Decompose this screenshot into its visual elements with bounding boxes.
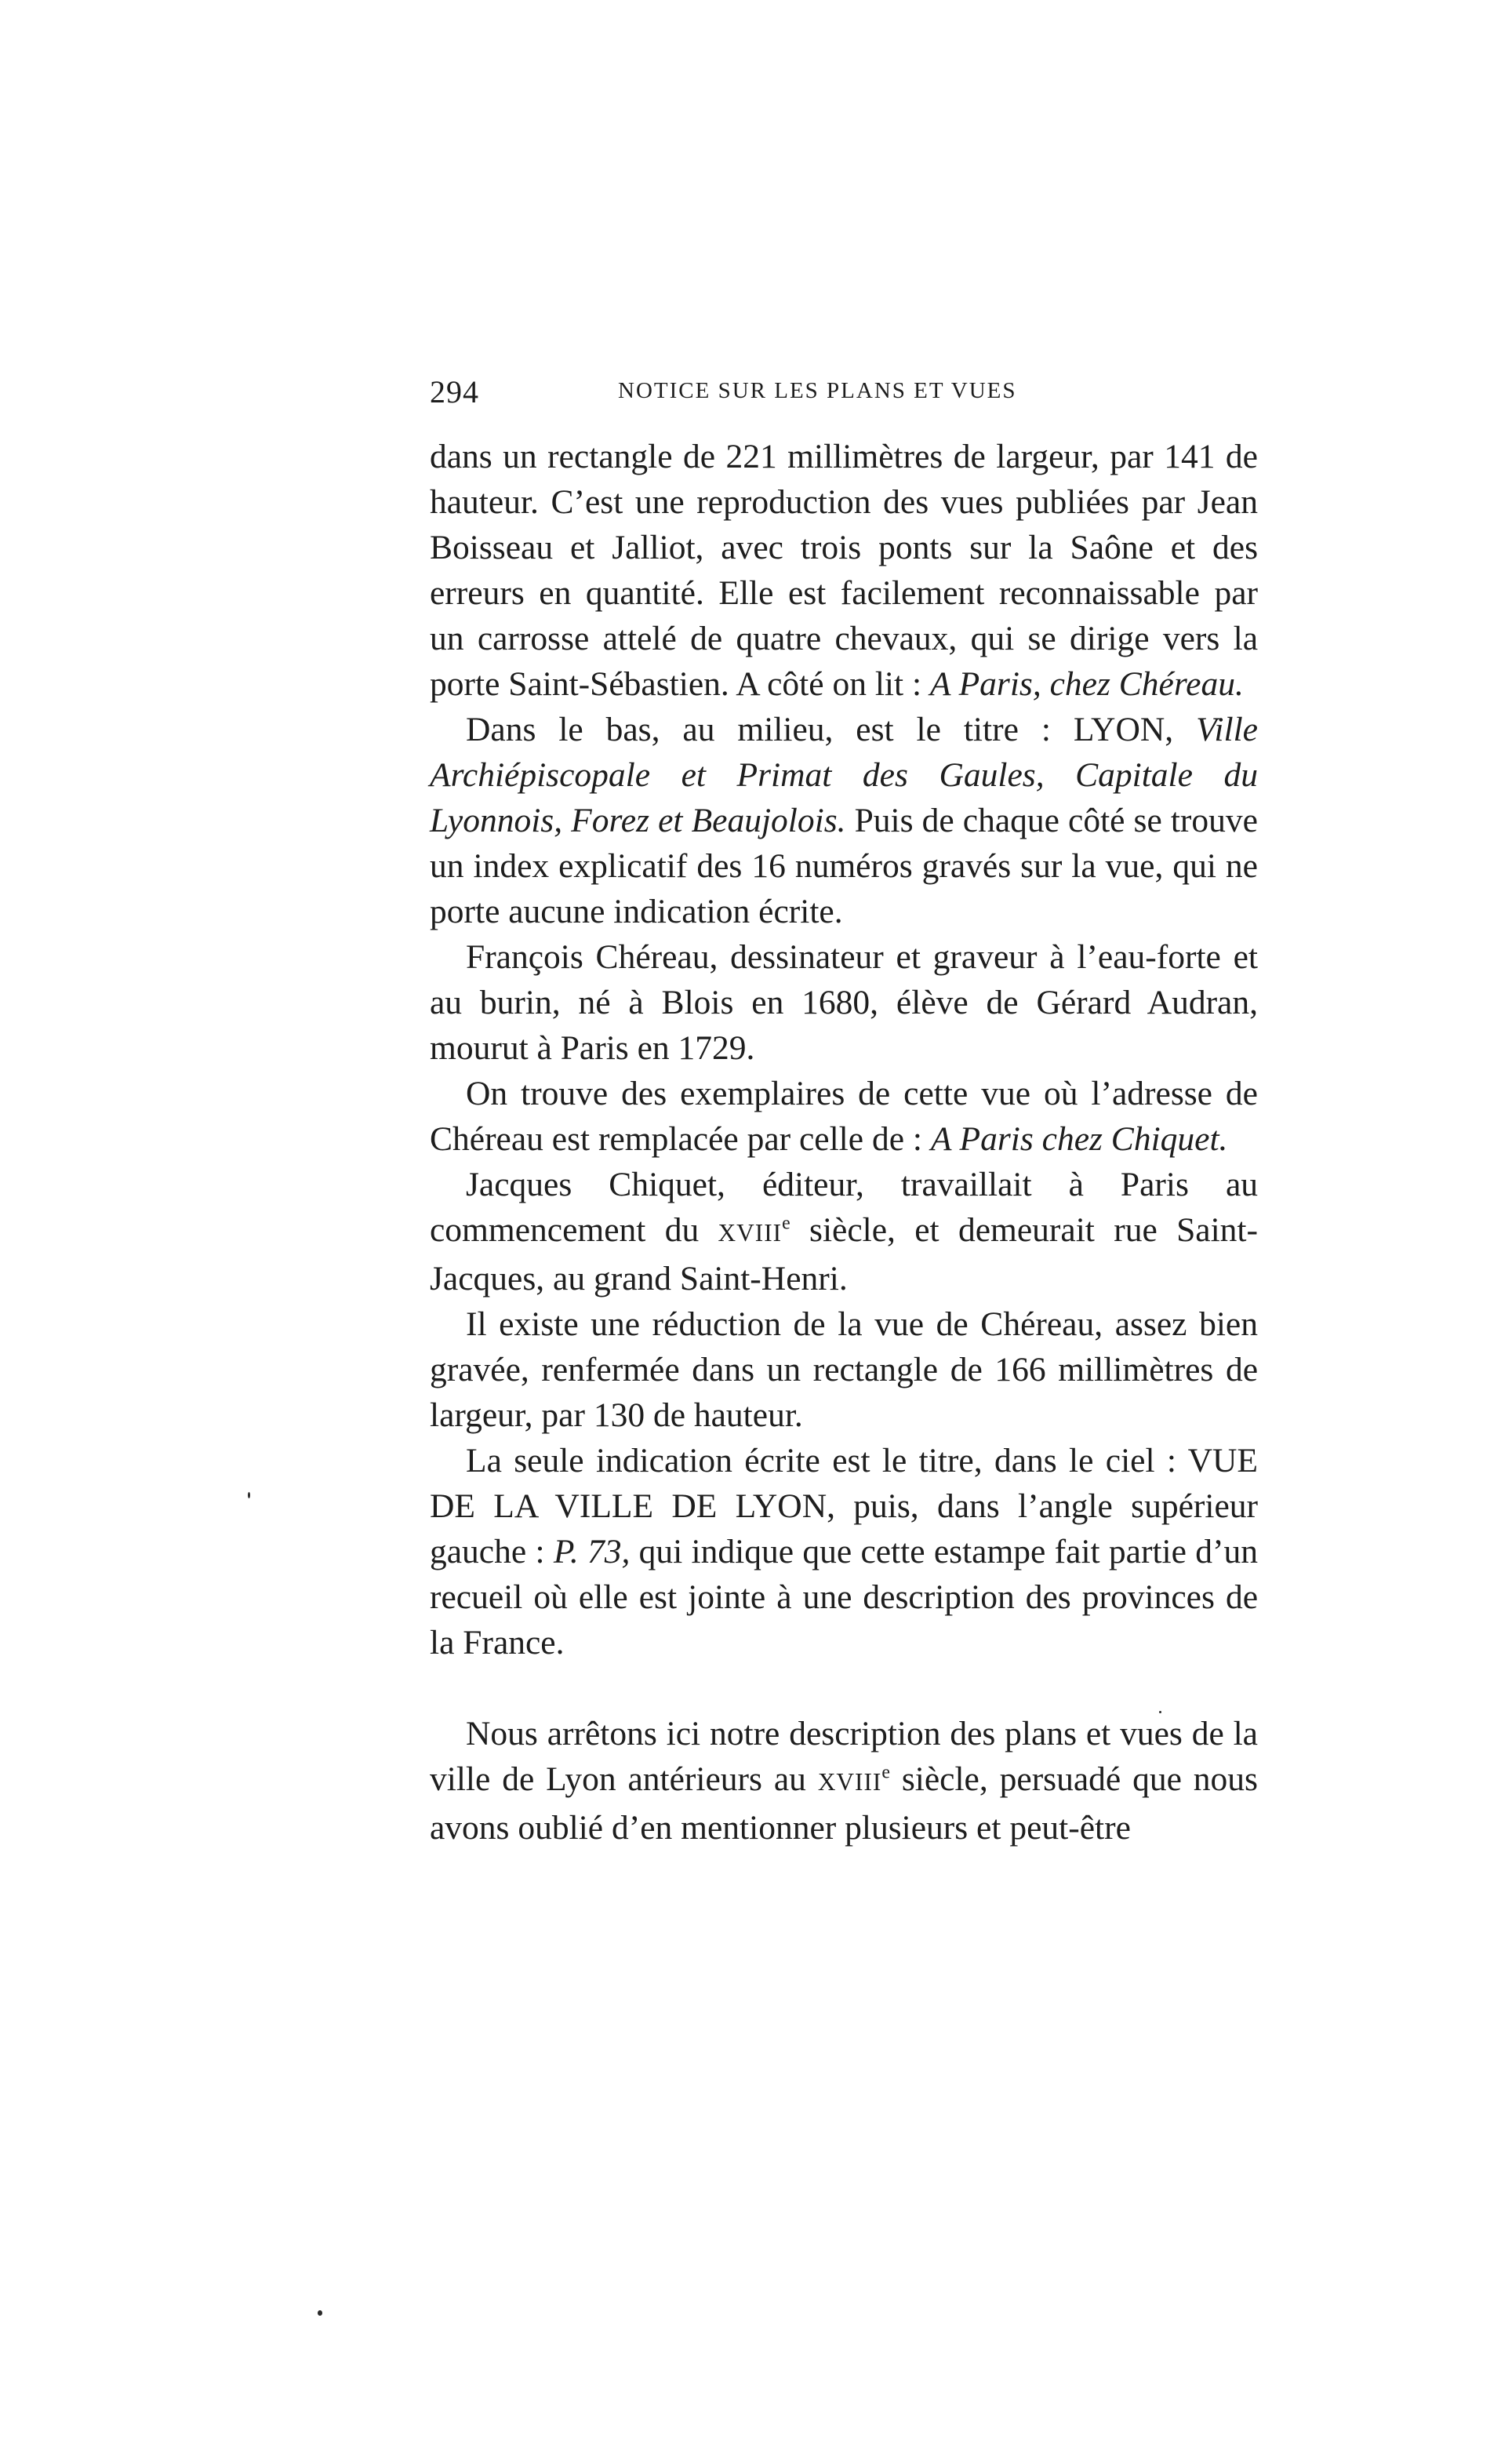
ink-speck — [248, 1492, 250, 1498]
paragraph-7-text-end: qui indique que cette estampe fait partie d’un recueil où elle est jointe à une description des provinces de la France. — [430, 1533, 1258, 1661]
page-number: 294 — [430, 374, 479, 409]
ink-speck — [1159, 1711, 1161, 1713]
running-head — [430, 373, 1258, 413]
paragraph-8-text-end: siècle, persuadé que nous avons oublié d’en mentionner plusieurs et peut-être — [430, 1760, 1258, 1847]
paragraph-5 — [430, 1162, 1258, 1301]
body-text — [430, 434, 1258, 1851]
paragraph-3: François Chéreau, dessinateur et graveur à l’eau-forte et au burin, né à Blois en 1680, élève de Gérard Audran, mourut à Paris en 1729. — [430, 938, 1258, 1067]
paragraph-1-text: dans un rectangle de 221 millimètres de largeur, par 141 de hauteur. C’est une reproduction des vues publiées par Jean Boisseau et Jalliot, avec trois ponts sur la Saône et des erreurs en quantité. Elle est facilement reconnaissable par un carrosse attelé de quatre chevaux, qui se dirige vers la porte Saint-Sébastien. A côté on lit : — [430, 438, 1258, 703]
paragraph-4-text: On trouve des exemplaires de cette vue où l’adresse de Chéreau est remplacée par celle de : — [430, 1075, 1258, 1158]
paragraph-5-century-sup: e — [782, 1213, 790, 1234]
paragraph-7-text-start: La seule indication écrite est le titre, dans le ciel : VUE DE LA VILLE DE LYON, puis, dans l’angle supérieur gauche : — [430, 1442, 1258, 1570]
paragraph-7-italic: P. 73, — [553, 1533, 631, 1570]
paragraph-4 — [430, 1071, 1258, 1162]
ink-speck — [318, 2310, 322, 2316]
paragraph-7 — [430, 1438, 1258, 1665]
paragraph-5-text-start: Jacques Chiquet, éditeur, travaillait à Paris au commencement du — [430, 1166, 1258, 1249]
paragraph-8-text-start: Nous arrêtons ici notre description des plans et vues de la ville de Lyon antérieurs au — [430, 1715, 1258, 1798]
paragraph-2-italic-title: Ville Archiépiscopale et Primat des Gaules, Capitale du Lyonnois, Forez et Beaujolois. — [430, 711, 1258, 839]
paragraph-4-italic: A Paris chez Chiquet. — [930, 1120, 1228, 1158]
paragraph-5-text-end: siècle, et demeurait rue Saint-Jacques, au grand Saint-Henri. — [430, 1211, 1258, 1298]
running-title: NOTICE SUR LES PLANS ET VUES — [618, 378, 1017, 403]
paragraph-2 — [430, 707, 1258, 934]
paragraph-8 — [430, 1711, 1258, 1851]
paragraph-1-italic: A Paris, chez Chéreau. — [929, 665, 1244, 703]
paragraph-6: Il existe une réduction de la vue de Chéreau, assez bien gravée, renfermée dans un rectangle de 166 millimètres de largeur, par 130 de hauteur. — [430, 1305, 1258, 1434]
paragraph-2-text-end: Puis de chaque côté se trouve un index explicatif des 16 numéros gravés sur la vue, qui ne porte aucune indication écrite. — [430, 802, 1258, 930]
paragraph-8-century-sup: e — [881, 1762, 890, 1783]
paragraph-1 — [430, 434, 1258, 707]
paragraph-2-text-start: Dans le bas, au milieu, est le titre : LYON, — [466, 711, 1197, 748]
paragraph-8-century: XVIII — [817, 1768, 882, 1796]
paragraph-5-century: XVIII — [718, 1219, 783, 1247]
